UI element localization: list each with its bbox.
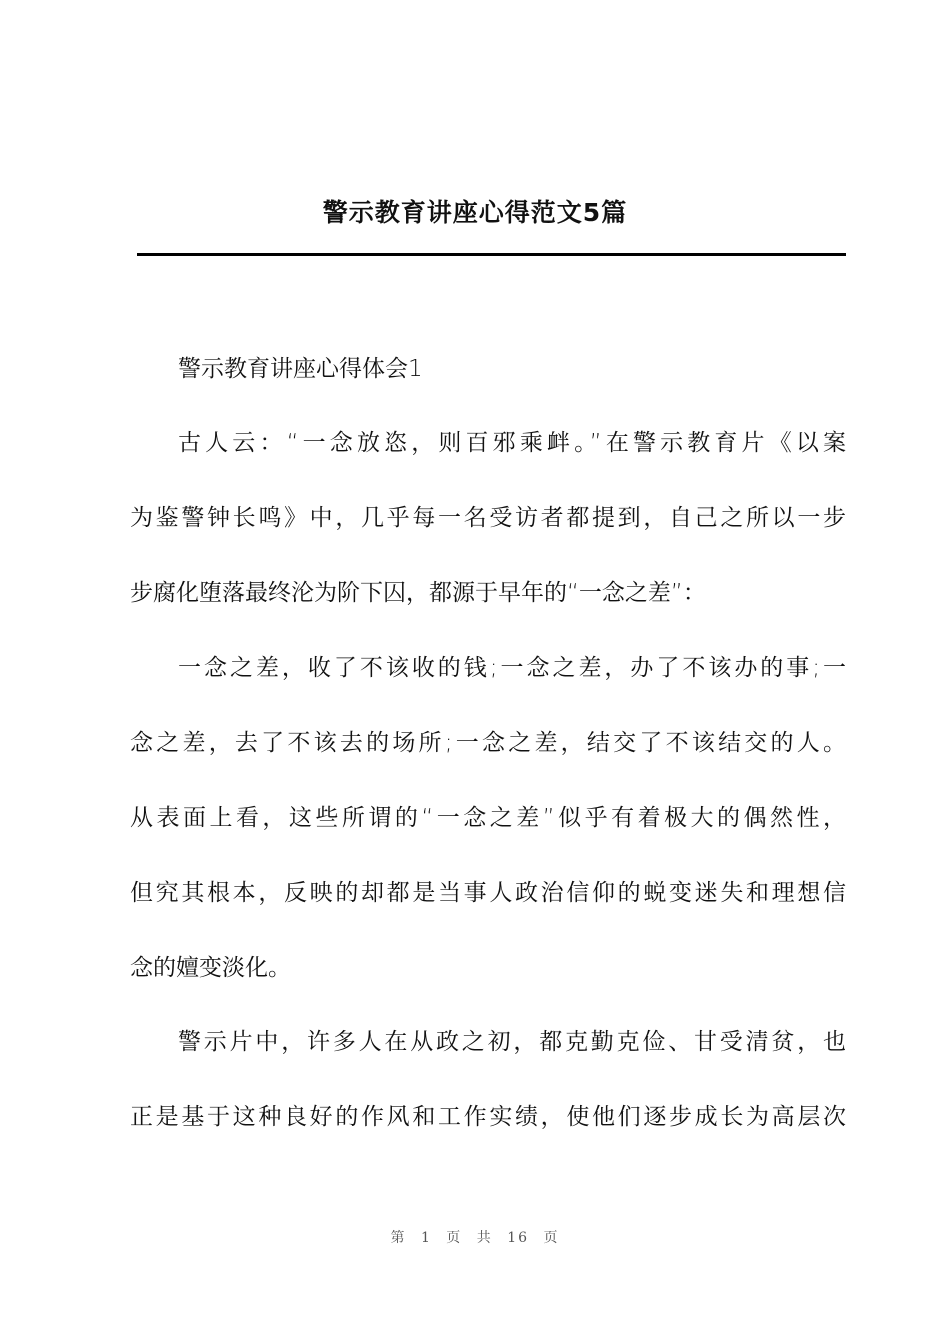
paragraph-line: 警示片中，许多人在从政之初，都克勤克俭、甘受清贫，也 [178, 1029, 846, 1055]
title-rule [137, 253, 846, 256]
document-title: 警示教育讲座心得范文5篇 [322, 198, 628, 227]
paragraph-line: 为鉴警钟长鸣》中，几乎每一名受访者都提到，自己之所以一步 [130, 505, 846, 531]
paragraph-line: 念之差，去了不该去的场所;一念之差，结交了不该结交的人。 [130, 730, 846, 756]
page-footer: 第 1 页 共 16 页 [390, 1230, 560, 1246]
paragraph-line: 古人云：“一念放恣，则百邪乘衅。”在警示教育片《以案 [178, 430, 846, 456]
paragraph-line: 从表面上看，这些所谓的“一念之差”似乎有着极大的偶然性， [130, 805, 846, 831]
paragraph-line: 正是基于这种良好的作风和工作实绩，使他们逐步成长为高层次 [130, 1104, 846, 1130]
paragraph-line: 但究其根本，反映的却都是当事人政治信仰的蜕变迷失和理想信 [130, 880, 846, 906]
paragraph-line: 念的嬗变淡化。 [130, 955, 291, 981]
paragraph-line: 一念之差，收了不该收的钱;一念之差，办了不该办的事;一 [178, 655, 846, 681]
section-heading: 警示教育讲座心得体会1 [178, 356, 423, 382]
paragraph-line: 步腐化堕落最终沦为阶下囚，都源于早年的“一念之差”： [130, 580, 706, 606]
